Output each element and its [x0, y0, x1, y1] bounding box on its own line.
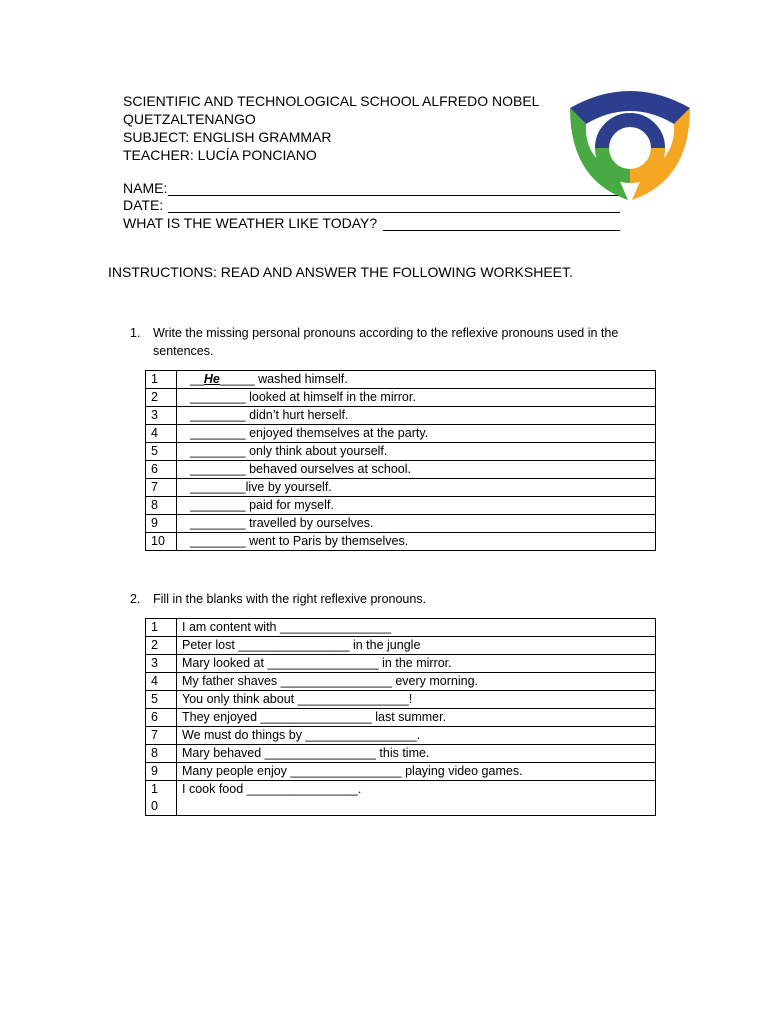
row-sentence[interactable]: You only think about ________________!	[177, 691, 656, 709]
row-number: 7	[146, 727, 177, 745]
row-number: 8	[146, 745, 177, 763]
table-row	[146, 637, 656, 655]
table-row	[146, 461, 656, 479]
blank-suffix: _____ washed himself.	[219, 372, 348, 386]
row-sentence[interactable]: Peter lost ________________ in the jungle	[177, 637, 656, 655]
question-text: Fill in the blanks with the right reflexive pronouns.	[153, 592, 427, 606]
row-number: 6	[146, 709, 177, 727]
weather-line	[383, 229, 620, 231]
row-sentence[interactable]: ________ only think about yourself.	[177, 443, 656, 461]
row-number: 2	[146, 637, 177, 655]
name-line	[168, 194, 618, 196]
table-row	[146, 655, 656, 673]
row-number: 1	[146, 371, 177, 389]
row-number: 1	[146, 619, 177, 637]
example-answer: He	[203, 372, 220, 386]
row-number: 7	[146, 479, 177, 497]
row-sentence[interactable]: ________ behaved ourselves at school.	[177, 461, 656, 479]
row-sentence[interactable]: ________ didn’t hurt herself.	[177, 407, 656, 425]
table-row	[146, 479, 656, 497]
row-number: 3	[146, 655, 177, 673]
name-label: NAME:	[123, 180, 168, 196]
row-sentence[interactable]: I cook food ________________.	[177, 781, 656, 816]
row-sentence[interactable]: ________live by yourself.	[177, 479, 656, 497]
instructions: INSTRUCTIONS: READ AND ANSWER THE FOLLOWING WORKSHEET.	[108, 264, 573, 280]
pronoun-table	[145, 370, 656, 551]
row-number-part: 1	[151, 782, 158, 796]
table-row	[146, 407, 656, 425]
row-sentence[interactable]: ________ enjoyed themselves at the party.	[177, 425, 656, 443]
row-sentence[interactable]: We must do things by ________________.	[177, 727, 656, 745]
table-row	[146, 781, 656, 816]
row-sentence[interactable]: ________ looked at himself in the mirror.	[177, 389, 656, 407]
table-row	[146, 443, 656, 461]
row-number: 4	[146, 673, 177, 691]
date-field[interactable]	[123, 197, 623, 213]
row-number	[146, 781, 177, 816]
logo-ring-top	[602, 120, 658, 148]
row-number: 6	[146, 461, 177, 479]
row-sentence[interactable]: ________ travelled by ourselves.	[177, 515, 656, 533]
question-text-cont: sentences.	[153, 344, 214, 358]
row-number: 5	[146, 691, 177, 709]
table-row	[146, 515, 656, 533]
name-field[interactable]	[123, 180, 623, 196]
table-row	[146, 533, 656, 551]
row-sentence[interactable]	[177, 371, 656, 389]
table-row	[146, 745, 656, 763]
table-row	[146, 727, 656, 745]
row-number: 2	[146, 389, 177, 407]
table-row	[146, 619, 656, 637]
row-sentence[interactable]: ________ paid for myself.	[177, 497, 656, 515]
blank-prefix: __	[190, 372, 204, 386]
table-row	[146, 691, 656, 709]
row-number-part: 0	[151, 799, 158, 813]
weather-label: WHAT IS THE WEATHER LIKE TODAY?	[123, 215, 378, 231]
row-number: 8	[146, 497, 177, 515]
question-number: 1.	[130, 326, 141, 340]
table-row	[146, 371, 656, 389]
teacher: TEACHER: LUCÍA PONCIANO	[123, 147, 317, 163]
row-number: 9	[146, 515, 177, 533]
row-sentence[interactable]: They enjoyed ________________ last summer.	[177, 709, 656, 727]
row-sentence[interactable]: ________ went to Paris by themselves.	[177, 533, 656, 551]
question-text: Write the missing personal pronouns according to the reflexive pronouns used in the	[153, 326, 619, 340]
table-row	[146, 425, 656, 443]
row-number: 5	[146, 443, 177, 461]
table-row	[146, 763, 656, 781]
row-sentence[interactable]: Many people enjoy ________________ playing video games.	[177, 763, 656, 781]
row-number: 9	[146, 763, 177, 781]
date-line	[168, 211, 620, 213]
question-number: 2.	[130, 592, 141, 606]
row-number: 10	[146, 533, 177, 551]
table-row	[146, 709, 656, 727]
row-sentence[interactable]: I am content with ________________	[177, 619, 656, 637]
school-name: SCIENTIFIC AND TECHNOLOGICAL SCHOOL ALFREDO NOBEL	[123, 93, 540, 109]
table-row	[146, 389, 656, 407]
date-label: DATE:	[123, 197, 164, 213]
table-row	[146, 673, 656, 691]
logo-ring-right	[630, 148, 658, 176]
header	[123, 92, 539, 164]
row-sentence[interactable]: Mary looked at ________________ in the mirror.	[177, 655, 656, 673]
school-city: QUETZALTENANGO	[123, 111, 256, 127]
row-number: 3	[146, 407, 177, 425]
row-sentence[interactable]: Mary behaved ________________ this time.	[177, 745, 656, 763]
row-sentence[interactable]: My father shaves ________________ every morning.	[177, 673, 656, 691]
reflexive-table	[145, 618, 656, 816]
table-row	[146, 497, 656, 515]
row-number: 4	[146, 425, 177, 443]
subject: SUBJECT: ENGLISH GRAMMAR	[123, 129, 332, 145]
weather-field[interactable]	[123, 215, 623, 231]
